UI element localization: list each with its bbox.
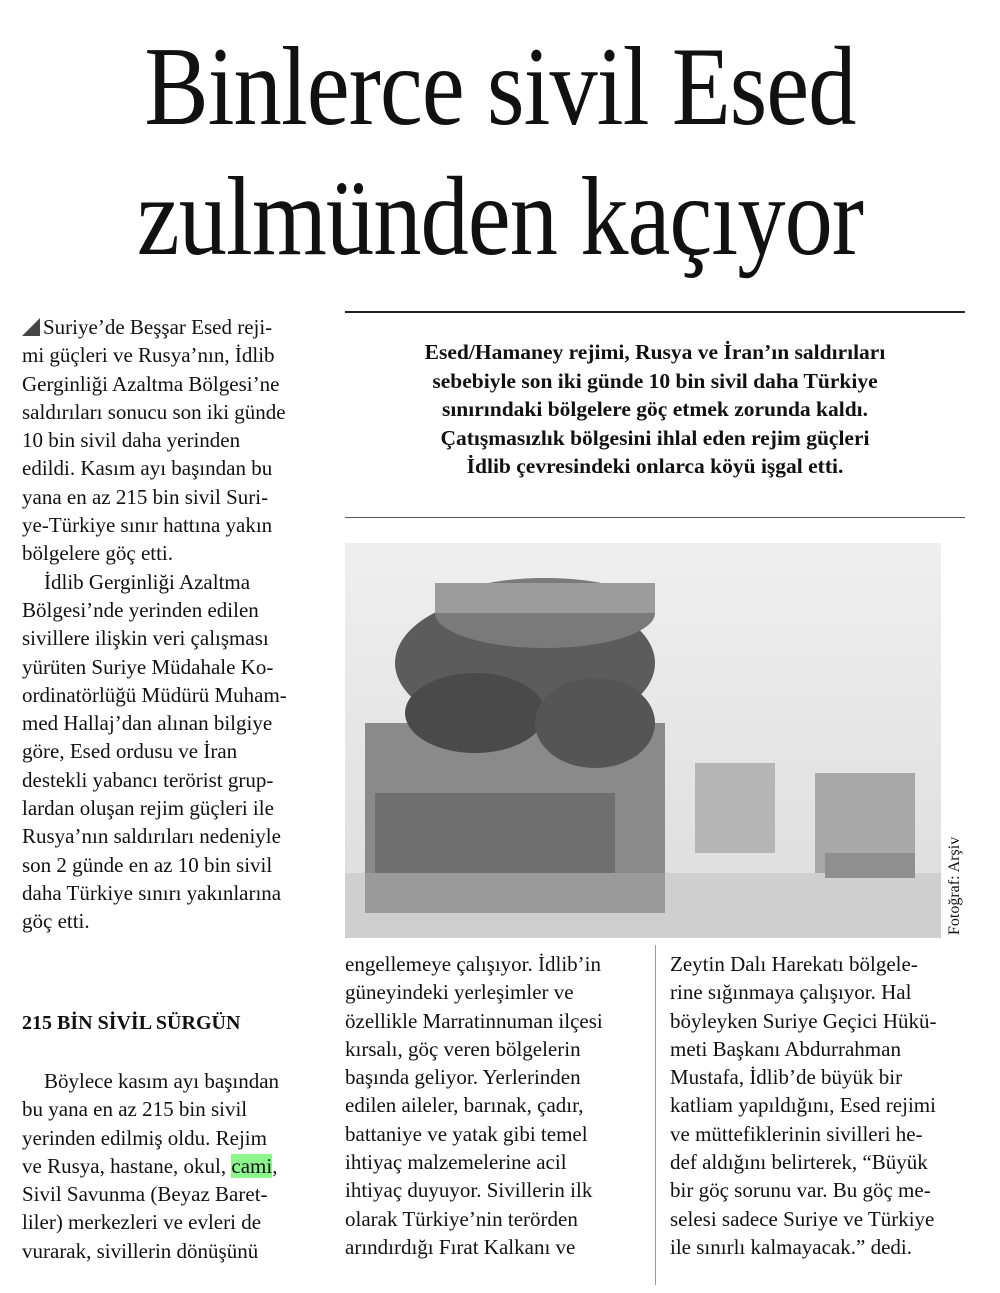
body-line: göre, Esed ordusu ve İran [22,739,238,764]
body-line: katliam yapıldığını, Esed rejimi [670,1093,936,1118]
lead-line: sınırındaki bölgelere göç etmek zorunda kaldı. [441,397,869,421]
body-line: selesi sadece Suriye ve Türkiye [670,1206,935,1231]
body-line: kırsalı, göç veren bölgelerin [345,1036,581,1061]
body-line: ile sınırlı kalmayacak.” dedi. [670,1234,912,1259]
subhead: 215 BİN SİVİL SÜRGÜN [22,1012,241,1034]
body-line: ihtiyaç duyuyor. Sivillerin ilk [345,1178,593,1203]
lead-paragraph [345,338,965,481]
body-line: Rusya’nın saldırıları nedeniyle [22,824,281,849]
headline [70,22,930,282]
column-divider [655,945,656,1285]
body-line: engellemeye çalışıyor. İdlib’in [345,952,601,976]
headline-line-1: Binlerce sivil Esed [144,25,856,149]
body-line: son 2 günde en az 10 bin sivil [22,852,273,877]
lead-line: Esed/Hamaney rejimi, Rusya ve İran’ın saldırıları [424,340,886,364]
body-line: yana en az 215 bin sivil Suri- [22,484,269,509]
body-line: Zeytin Dalı Harekatı bölgele- [670,952,918,976]
lead-line: sebebiyle son iki günde 10 bin sivil daha Türkiye [432,368,878,393]
body-line: vurarak, sivillerin dönüşünü [22,1238,259,1263]
body-line: battaniye ve yatak gibi temel [345,1121,588,1146]
body-line: lardan oluşan rejim güçleri ile [22,796,274,821]
lead-line: İdlib çevresindeki onlarca köyü işgal etti. [466,454,844,478]
column-1-lower [22,1067,279,1265]
body-line: Gerginliği Azaltma Bölgesi’ne [22,371,280,396]
column-3 [670,950,937,1261]
punctuation: , [272,1153,278,1178]
body-line: özellikle Marratinnuman ilçesi [345,1008,603,1033]
body-line: ihtiyaç malzemelerine acil [345,1150,567,1175]
refugee-truck-photo [345,543,941,938]
body-line: ve müttefiklerinin sivilleri he- [670,1121,923,1146]
body-line: İdlib Gerginliği Azaltma [44,569,251,594]
highlighted-word: cami [231,1153,273,1178]
body-line: güneyindeki yerleşimler ve [345,980,574,1005]
body-line: yürüten Suriye Müdahale Ko- [22,654,274,679]
bullet-triangle-icon [22,318,40,336]
body-line: Bölgesi’nde yerinden edilen [22,597,259,622]
body-line: olarak Türkiye’nin terörden [345,1206,578,1231]
body-line: def aldığını belirterek, “Büyük [670,1150,928,1175]
body-line: mi güçleri ve Rusya’nın, İdlib [22,343,275,368]
body-line: Böylece kasım ayı başından [44,1069,280,1093]
body-line: sivillere ilişkin veri çalışması [22,626,269,651]
body-line: Sivil Savunma (Beyaz Baret- [22,1182,268,1207]
body-line: ordinatörlüğü Müdürü Muham- [22,682,287,707]
body-line: edildi. Kasım ayı başından bu [22,456,273,481]
column-1 [22,313,287,936]
rule-under-lead [345,517,965,518]
body-line: göç etti. [22,909,90,934]
body-line: 10 bin sivil daha yerinden [22,428,241,453]
body-line: bölgelere göç etti. [22,541,174,566]
body-line: saldırıları sonucu son iki günde [22,399,286,424]
body-line: daha Türkiye sınırı yakınlarına [22,880,282,905]
body-line: bir göç sorunu var. Bu göç me- [670,1178,931,1203]
body-line: destekli yabancı terörist grup- [22,767,274,792]
body-line: liler) merkezleri ve evleri de [22,1210,262,1235]
headline-line-2: zulmünden kaçıyor [136,155,864,279]
body-line: ye-Türkiye sınır hattına yakın [22,513,273,538]
body-line: böyleyken Suriye Geçici Hükü- [670,1008,937,1033]
body-line: arındırdığı Fırat Kalkanı ve [345,1234,576,1259]
news-photo [345,543,941,938]
photo-credit: Fotoğraf: Arşiv [946,836,963,935]
body-line: bu yana en az 215 bin sivil [22,1097,248,1122]
body-line: edilen aileler, barınak, çadır, [345,1093,584,1118]
body-line: rine sığınmaya çalışıyor. Hal [670,980,912,1005]
body-line: Suriye’de Beşşar Esed reji- [43,315,273,339]
rule-top [345,311,965,313]
body-line: meti Başkanı Abdurrahman [670,1036,901,1061]
column-2 [345,950,603,1261]
body-line: yerinden edilmiş oldu. Rejim [22,1125,267,1150]
body-line: ve Rusya, hastane, okul, [22,1153,232,1178]
body-line: Mustafa, İdlib’de büyük bir [670,1065,903,1090]
body-line: başında geliyor. Yerlerinden [345,1065,581,1090]
lead-line: Çatışmasızlık bölgesini ihlal eden rejim güçleri [440,425,870,450]
body-line: med Hallaj’dan alınan bilgiye [22,711,273,736]
